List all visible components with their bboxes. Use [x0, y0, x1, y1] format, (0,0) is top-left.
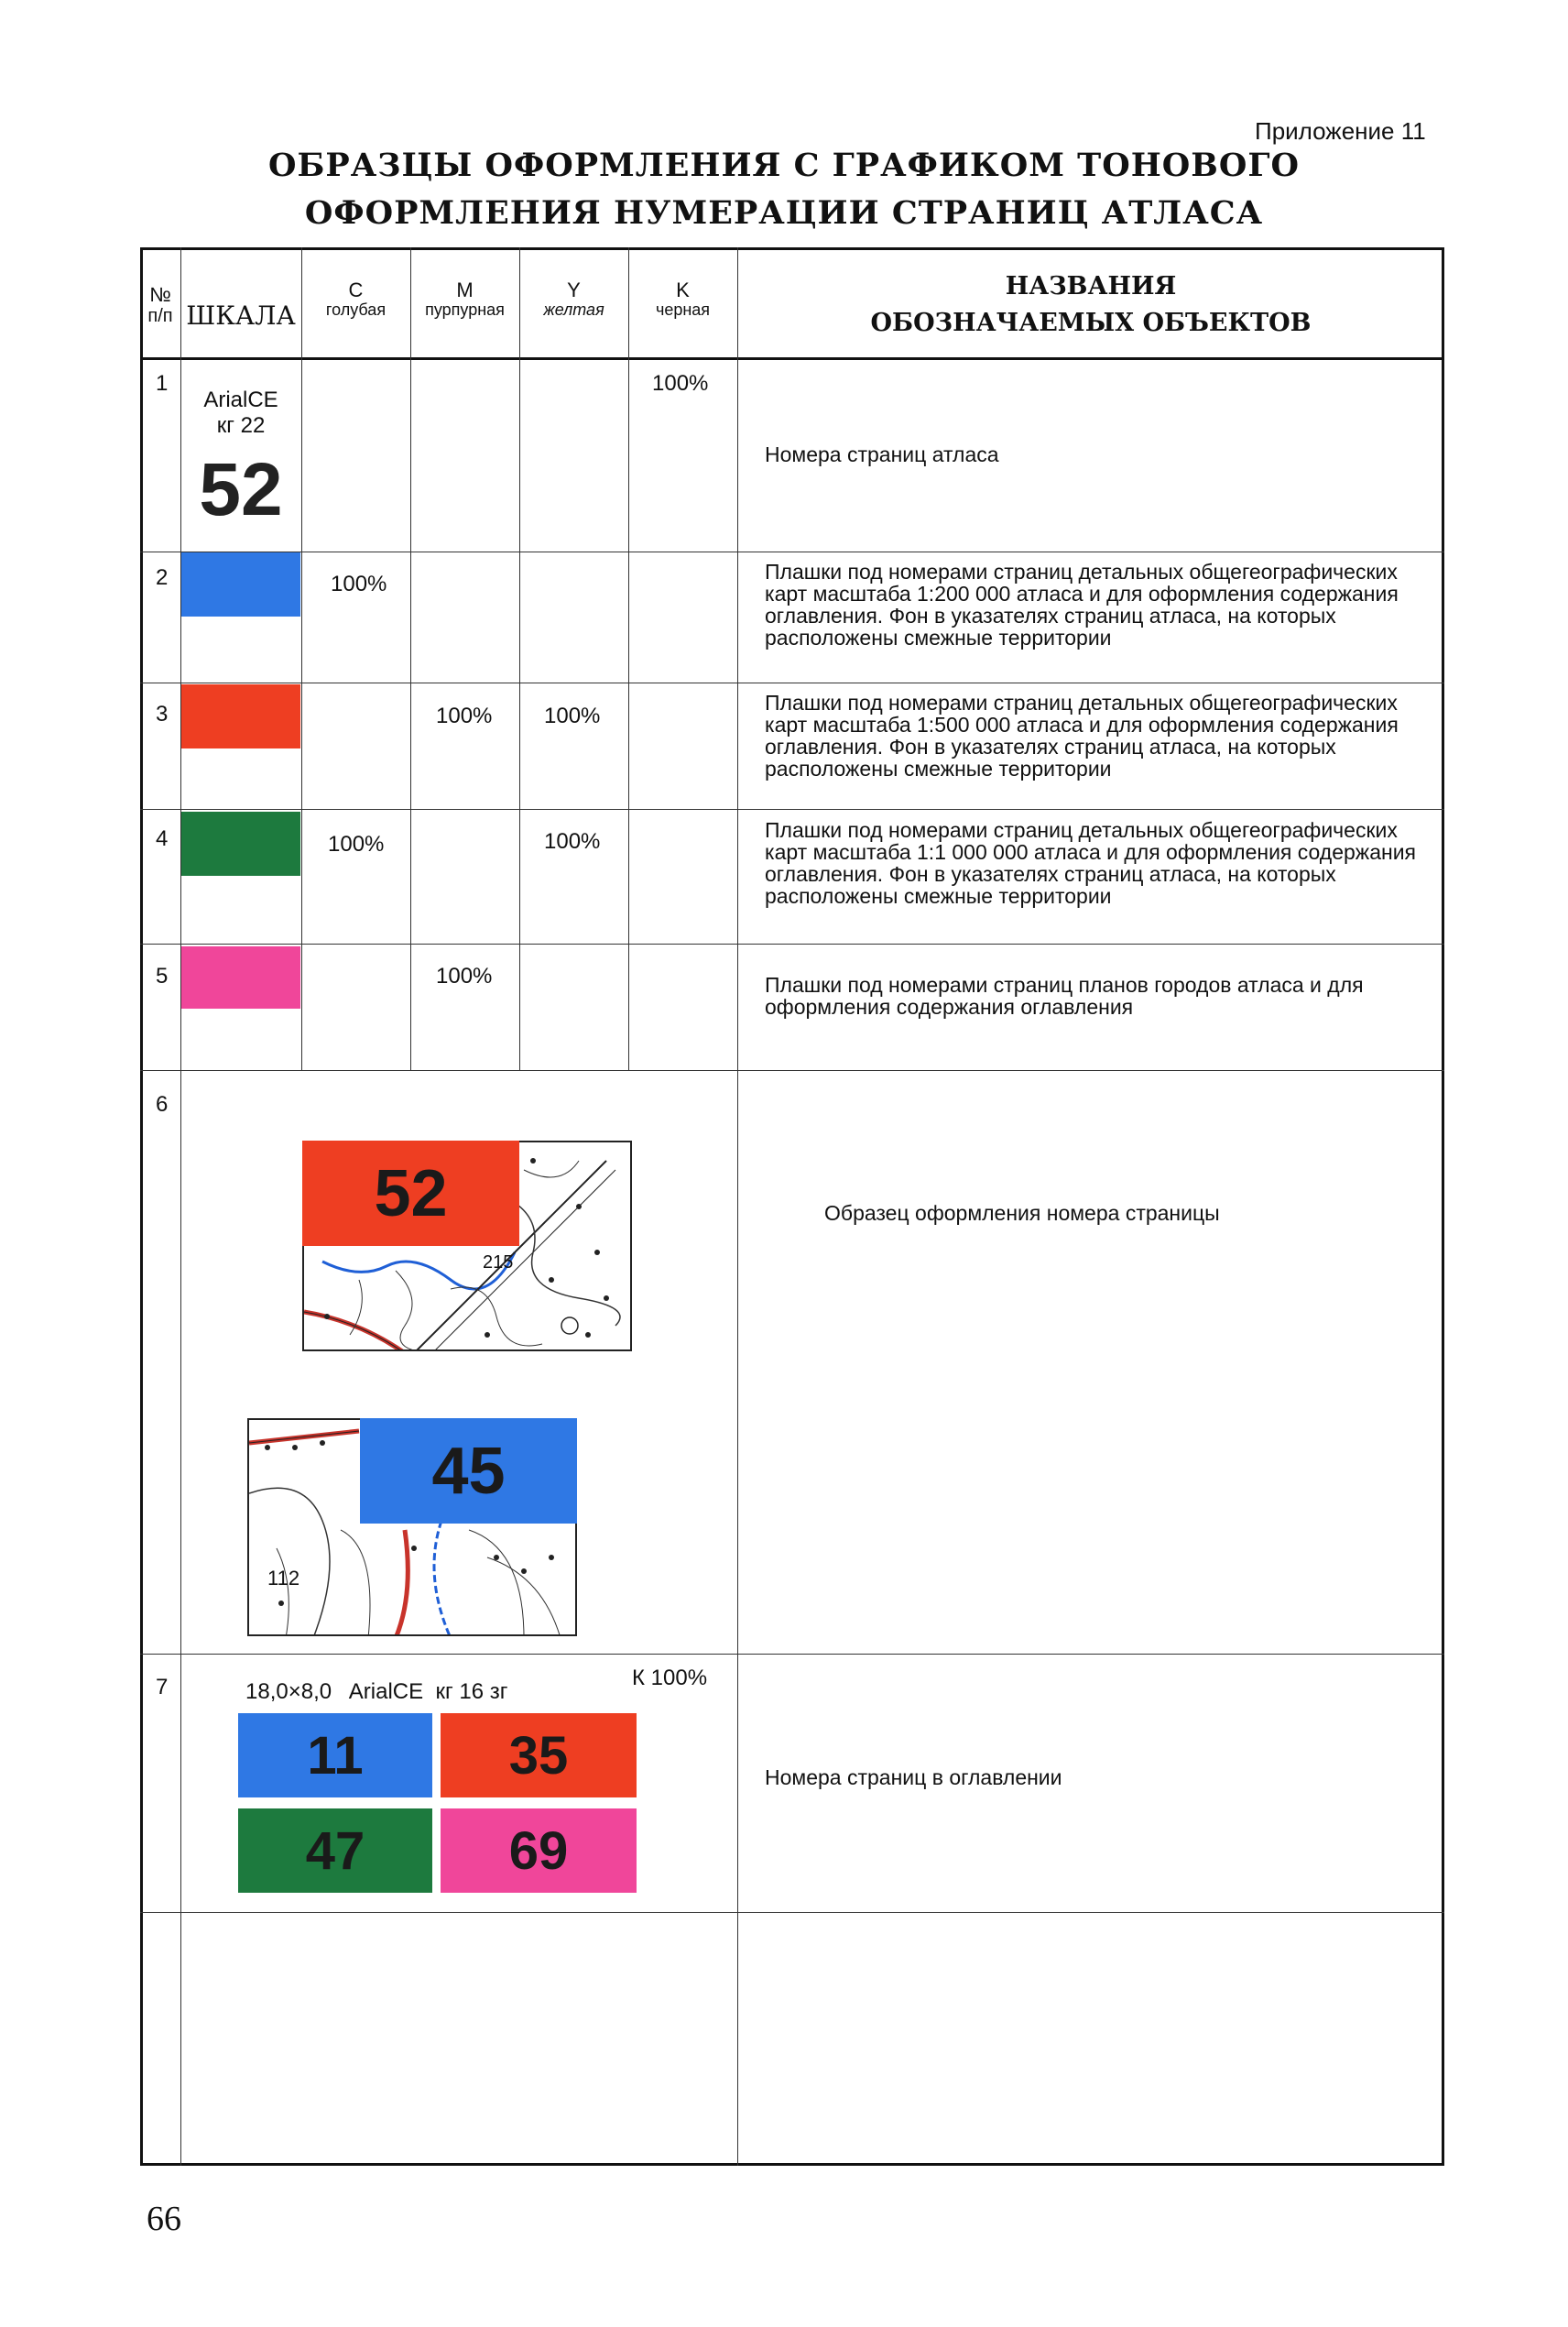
row-4-c-value: 100%	[328, 832, 385, 857]
header-scale: ШКАЛА	[186, 300, 296, 331]
row-4-green-swatch	[181, 812, 300, 876]
row-divider	[140, 809, 1444, 810]
row-2-cyan-swatch	[181, 552, 300, 617]
row-1-k-value: 100%	[652, 371, 709, 396]
map-1-elevation-label: 215	[483, 1252, 514, 1273]
row-3-y-value: 100%	[544, 704, 601, 728]
row-2-description: Плашки под номерами страниц детальных общегеографических карт масштаба 1:200 000 атласа и для оформления содержания оглавления. Фон в указателях страниц атласа, на которых расположены смежные территории	[765, 560, 1399, 650]
row-5-m-value: 100%	[436, 964, 493, 989]
toc-tile-cyan: 11	[238, 1713, 432, 1797]
toc-tile-green: 47	[238, 1808, 432, 1893]
page-title-line-1: ОБРАЗЦЫ ОФОРМЛЕНИЯ С ГРАФИКОМ ТОНОВОГО	[268, 147, 1300, 184]
col-divider	[737, 247, 738, 2166]
row-2-number: 2	[156, 565, 169, 590]
header-black: K черная	[655, 279, 711, 320]
sample-page-number-blue: 45	[360, 1418, 577, 1524]
row-5-description: Плашки под номерами страниц планов городов атласа и для оформления содержания оглавления	[765, 973, 1364, 1019]
row-7-description: Номера страниц в оглавлении	[765, 1765, 1062, 1789]
row-divider	[140, 944, 1444, 945]
row-6-description: Образец оформления номера страницы	[824, 1201, 1220, 1225]
row-4-y-value: 100%	[544, 829, 601, 854]
page-title-line-2: ОФОРМЛЕНИЯ НУМЕРАЦИИ СТРАНИЦ АТЛАСА	[304, 194, 1264, 232]
header-divider	[140, 357, 1444, 360]
row-7-spec: 18,0×8,0 ArialCE кг 16 зг	[245, 1679, 508, 1704]
header-magenta: M пурпурная	[425, 279, 505, 320]
header-object-names: НАЗВАНИЯ ОБОЗНАЧАЕМЫХ ОБЪЕКТОВ	[870, 272, 1312, 337]
row-3-description: Плашки под номерами страниц детальных общегеографических карт масштаба 1:500 000 атласа и для оформления содержания оглавления. Фон в указателях страниц атласа, на которых расположены смежные территории	[765, 691, 1399, 781]
appendix-label: Приложение 11	[1255, 117, 1426, 145]
toc-tile-pink: 69	[441, 1808, 637, 1893]
row-4-description: Плашки под номерами страниц детальных общегеографических карт масштаба 1:1 000 000 атласа и для оформления содержания оглавления. Фон в указателях страниц атласа, на которых расположены смежные территории	[765, 818, 1416, 908]
row-5-number: 5	[156, 964, 169, 989]
header-cyan: C голубая	[325, 279, 387, 320]
row-divider	[140, 1654, 1444, 1655]
header-yellow: Y желтая	[543, 279, 604, 320]
row-3-m-value: 100%	[436, 704, 493, 728]
col-divider	[410, 247, 411, 1070]
sample-page-number-red: 52	[302, 1141, 519, 1246]
row-6-number: 6	[156, 1092, 169, 1117]
row-7-number: 7	[156, 1675, 169, 1699]
row-3-number: 3	[156, 702, 169, 727]
col-divider	[301, 247, 302, 1070]
row-divider	[140, 1912, 1444, 1913]
row-1-number: 1	[156, 371, 169, 396]
row-4-number: 4	[156, 826, 169, 851]
header-number: № п/п	[147, 283, 173, 327]
row-1-font-spec: ArialCE кг 22	[203, 388, 278, 438]
col-divider	[180, 247, 181, 2166]
row-1-sample-number: 52	[199, 448, 283, 531]
toc-tile-red: 35	[441, 1713, 637, 1797]
row-3-red-swatch	[181, 684, 300, 748]
row-2-c-value: 100%	[331, 572, 387, 596]
map-2-elevation-label: 112	[267, 1567, 300, 1590]
row-1-description: Номера страниц атласа	[765, 442, 999, 466]
row-7-k-value: К 100%	[632, 1666, 708, 1690]
row-5-pink-swatch	[181, 946, 300, 1009]
row-divider	[140, 1070, 1444, 1071]
col-divider	[519, 247, 520, 1070]
page-number: 66	[147, 2200, 181, 2238]
col-divider	[628, 247, 629, 1070]
